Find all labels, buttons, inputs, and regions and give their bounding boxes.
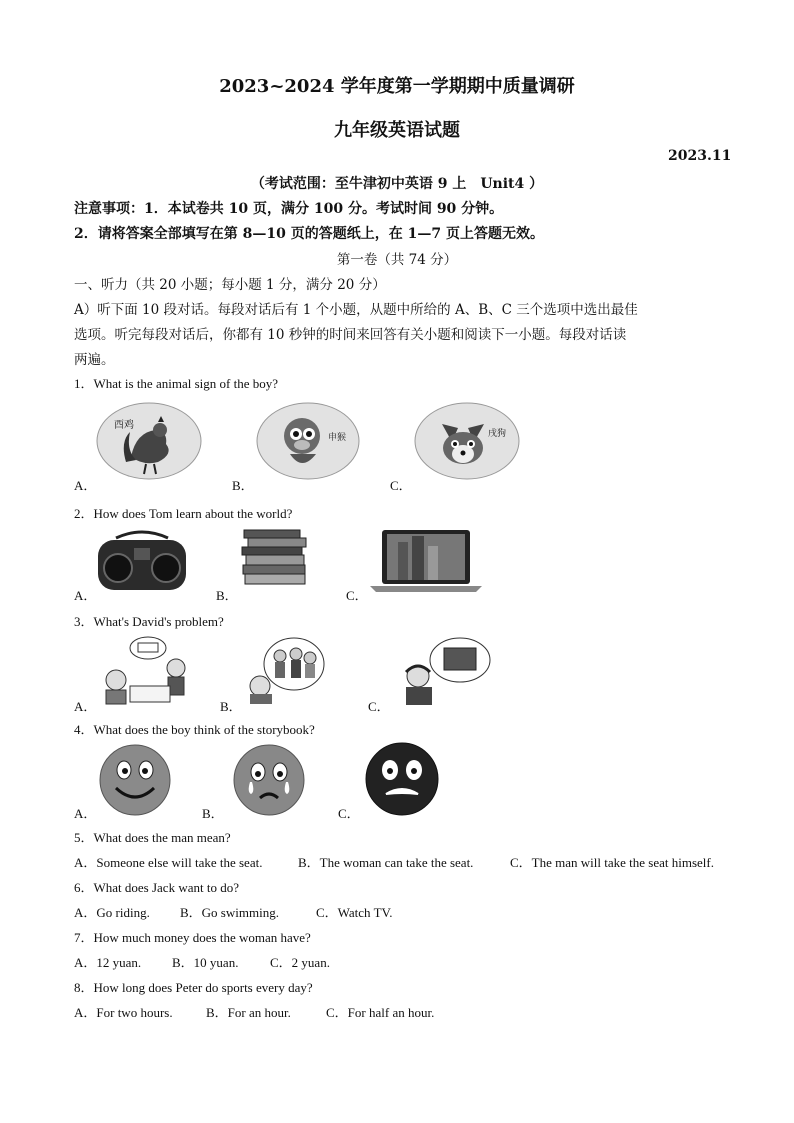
question-2: 2．How does Tom learn about the world? bbox=[74, 506, 293, 521]
question-3: 3．What's David's problem? bbox=[74, 614, 224, 629]
exam-subtitle: 九年级英语试题 bbox=[334, 120, 460, 141]
q2-option-c: C． bbox=[346, 588, 368, 603]
radio-icon bbox=[96, 528, 188, 594]
laptop-icon bbox=[368, 528, 484, 594]
friends-scene-icon bbox=[244, 634, 326, 704]
q3-option-c: C． bbox=[368, 699, 390, 714]
crying-face-icon bbox=[230, 744, 308, 816]
q4-option-c: C． bbox=[338, 806, 360, 821]
instructions-line-1: A）听下面 10 段对话。每段对话后有 1 个小题，从题中所给的 A、B、C 三个选项中选出最佳 bbox=[74, 302, 638, 318]
exam-scope: （考试范围：至牛津初中英语 9 上 Unit4 ） bbox=[250, 176, 544, 192]
question-7: 7．How much money does the woman have? bbox=[74, 930, 311, 945]
exam-title: 2023~2024 学年度第一学期期中质量调研 bbox=[219, 76, 575, 97]
books-icon bbox=[240, 528, 310, 588]
q7-option-a: A．12 yuan. bbox=[74, 955, 142, 970]
q4-option-b: B． bbox=[202, 806, 224, 821]
q3-option-b: B． bbox=[220, 699, 242, 714]
homework-scene-icon bbox=[96, 634, 194, 706]
q8-option-c: C．For half an hour. bbox=[326, 1005, 435, 1020]
q7-option-c: C．2 yuan. bbox=[270, 955, 330, 970]
monkey-label: 申猴 bbox=[328, 433, 347, 443]
notice-line-1: 注意事项：1．本试卷共 10 页，满分 100 分。考试时间 90 分钟。 bbox=[74, 201, 504, 217]
dog-label: 戌狗 bbox=[488, 429, 507, 439]
question-1: 1．What is the animal sign of the boy? bbox=[74, 376, 278, 391]
q4-option-a: A． bbox=[74, 806, 97, 821]
q6-option-a: A．Go riding. bbox=[74, 905, 150, 920]
q7-option-b: B．10 yuan. bbox=[172, 955, 239, 970]
q5-option-b: B．The woman can take the seat. bbox=[298, 855, 474, 870]
dog-icon bbox=[414, 402, 520, 480]
listening-title: 一、听力（共 20 小题；每小题 1 分，满分 20 分） bbox=[74, 277, 386, 293]
q5-option-a: A．Someone else will take the seat. bbox=[74, 855, 263, 870]
q6-option-b: B．Go swimming. bbox=[180, 905, 279, 920]
q5-option-c: C．The man will take the seat himself. bbox=[510, 855, 714, 870]
q8-option-b: B．For an hour. bbox=[206, 1005, 291, 1020]
question-5: 5．What does the man mean? bbox=[74, 830, 231, 845]
monkey-icon bbox=[256, 402, 360, 480]
q1-option-a: A． bbox=[74, 478, 97, 493]
exam-date: 2023.11 bbox=[668, 148, 732, 164]
notice-line-2: 2．请将答案全部填写在第 8—10 页的答题纸上，在 1—7 页上答题无效。 bbox=[74, 226, 544, 242]
q2-option-b: B． bbox=[216, 588, 238, 603]
rooster-icon bbox=[96, 402, 202, 480]
happy-face-icon bbox=[96, 744, 174, 816]
q2-option-a: A． bbox=[74, 588, 97, 603]
computer-game-scene-icon bbox=[398, 634, 492, 706]
q6-option-c: C．Watch TV. bbox=[316, 905, 393, 920]
instructions-line-2: 选项。听完每段对话后，你都有 10 秒钟的时间来回答有关小题和阅读下一小题。每段对话读 bbox=[74, 327, 627, 343]
q1-option-c: C． bbox=[390, 478, 412, 493]
question-6: 6．What does Jack want to do? bbox=[74, 880, 239, 895]
q8-option-a: A．For two hours. bbox=[74, 1005, 173, 1020]
question-8: 8．How long does Peter do sports every day? bbox=[74, 980, 313, 995]
question-4: 4．What does the boy think of the storybook? bbox=[74, 722, 315, 737]
q1-option-b: B． bbox=[232, 478, 254, 493]
q3-option-a: A． bbox=[74, 699, 97, 714]
rooster-label: 酉鸡 bbox=[114, 420, 134, 431]
part-title: 第一卷（共 74 分） bbox=[336, 252, 458, 268]
scared-face-icon bbox=[362, 742, 442, 816]
instructions-line-3: 两遍。 bbox=[74, 352, 115, 368]
